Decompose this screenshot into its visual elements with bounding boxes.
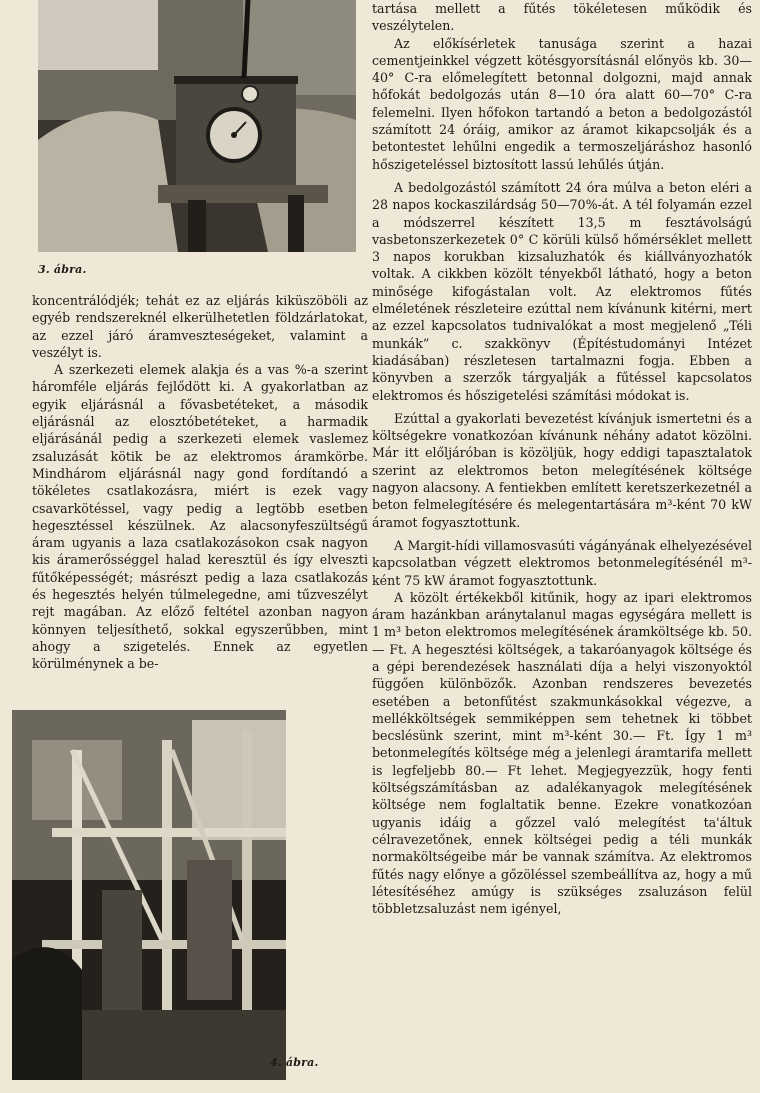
paragraph: koncentrálódjék; tehát ez az eljárás kiküszöböli az egyéb rendszereknél elkerülhetetlen földzárlatokat, az ezzel járó áramveszteségeket, valamint a veszélyt is. (32, 293, 368, 360)
figure-4-photo (12, 710, 286, 1080)
paragraph: Az előkísérletek tanusága szerint a hazai cementjeinkkel végzett kötésgyorsításnál előnyös kb. 30—40° C-ra előmelegített betonnal dolgozni, majd annak hőfokát bedolgozás után 8—10 óra alatt 60—70° C-ra felemelni. Ilyen hőfokon tartandó a beton a bedolgozástól számított 24 óráig, amikor az áramot kikapcsolják és a betontestet lehűlni engedik a termoszeljáráshoz hasonló hőszigeteléssel biztosított lassú lehűlés útján. (372, 35, 752, 172)
paragraph: Ezúttal a gyakorlati bevezetést kívánjuk ismertetni és a költségekre vonatkozóan kívánunk néhány adatot közölni. Már itt előljáróban is közöljük, hogy eddigi tapasztalatok szerint az elektromos beton melegítésének költsége nagyon alacsony. A fentiekben említett keretszerkezetnél a beton felmelegítésére és melegentartására m³-ként 70 kW áramot fogyasztottunk. (372, 410, 752, 530)
right-column-text (372, 0, 752, 917)
paragraph: A Margit-hídi villamosvasúti vágányának elhelyezésével kapcsolatban végzett elektromos betonmelegítésénél m³-ként 75 kW áramot fogyasztottunk. (372, 537, 752, 588)
left-column-text (32, 292, 368, 673)
paragraph: A közölt értékekből kitűnik, hogy az ipari elektromos áram hazánkban aránytalanul magas egységára mellett is 1 m³ beton elektromos melegítésének áramköltsége kb. 50.— Ft. A hegesztési költségek, a takaróanyagok költsége és a gépi berendezések használati díja a helyi viszonyoktól függően különbözők. Azonban rendszeres bevezetés esetében a betonfűtést szakmunkásokkal végezve, a mellékköltségek semmiképpen sem tehetnek ki többet becslésünk szerint, mint m³-ként 30.— Ft. Így 1 m³ betonmelegítés költsége még a jelenlegi áramtarifa mellett is legfeljebb 80.— Ft lehet. Megjegyezzük, hogy fenti költségszámításban az adalékanyagok melegítésének költsége nem foglaltatik benne. Ezekre vonatkozóan ugyanis idáig a gőzzel való melegítést ta'áltuk célravezetőnek, ennek költségei pedig a téli munkák normaköltségeibe már be vannak számítva. Az elektromos fűtés nagy előnye a gőzöléssel szembeállítva az, hogy a mű létesítéséhez amúgy is szükséges zsaluzáson felül többletzsaluzást nem igényel, (372, 589, 752, 917)
paragraph: tartása mellett a fűtés tökéletesen működik és veszélytelen. (372, 1, 752, 34)
figure-4-caption: 4. ábra. (270, 1056, 319, 1069)
paragraph: A szerkezeti elemek alakja és a vas %-a szerint háromféle eljárás fejlődött ki. A gyakorlatban az egyik eljárásnál a fővasbetéteket, a második eljárásnál az elosztóbetéteket, a harmadik eljárásánál pedig a szerkezeti elemek vaslemez zsaluzását kötik be az elektromos áramkörbe. Mindhárom eljárásnál nagy gond fordítandó a tökéletes csatlakozásra, miért is ezek vagy csavarkötéssel, vagy pedig a legtöbb esetben hegesztéssel készülnek. Az alacsonyfeszültségű áram ugyanis a laza csatlakozásokon csak nagyon kis áramerősséggel halad keresztül és így elveszti fűtőképességét; másrészt pedig a laza csatlakozás és hegesztés helyén túlmelegedne, ami tűzveszélyt rejt magában. Az előző feltétel azonban nagyon könnyen teljesíthető, sokkal egyszerűbben, mint ahogy a szigetelés. Ennek az egyetlen körülménynek a be- (32, 362, 368, 672)
figure-3-caption: 3. ábra. (38, 263, 87, 276)
paragraph: A bedolgozástól számított 24 óra múlva a beton eléri a 28 napos kockaszilárdság 50—70%-át. A tél folyamán ezzel a módszerrel készített 13,5 m fesztávolságú vasbetonszerkezetek 0° C körüli külső hőmérséklet mellett 3 napos korukban kizsaluzhatók és kiállványozhatók voltak. A cikkben közölt tényekből látható, hogy a beton minősége kifogástalan volt. Az elektromos fűtés elméletének részleteire ezúttal nem kívánunk kitérni, mert az ezzel kapcsolatos tudnivalókat a most megjelenő „Téli munkák” c. szakkönyv (Építéstudományi Intézet kiadásában) részletesen tartalmazni fogja. Ebben a könyvben a szerzők tárgyalják a fűtéssel kapcsolatos elektromos és hőszigetelési számítási módokat is. (372, 179, 752, 403)
figure-3-photo (38, 0, 356, 252)
